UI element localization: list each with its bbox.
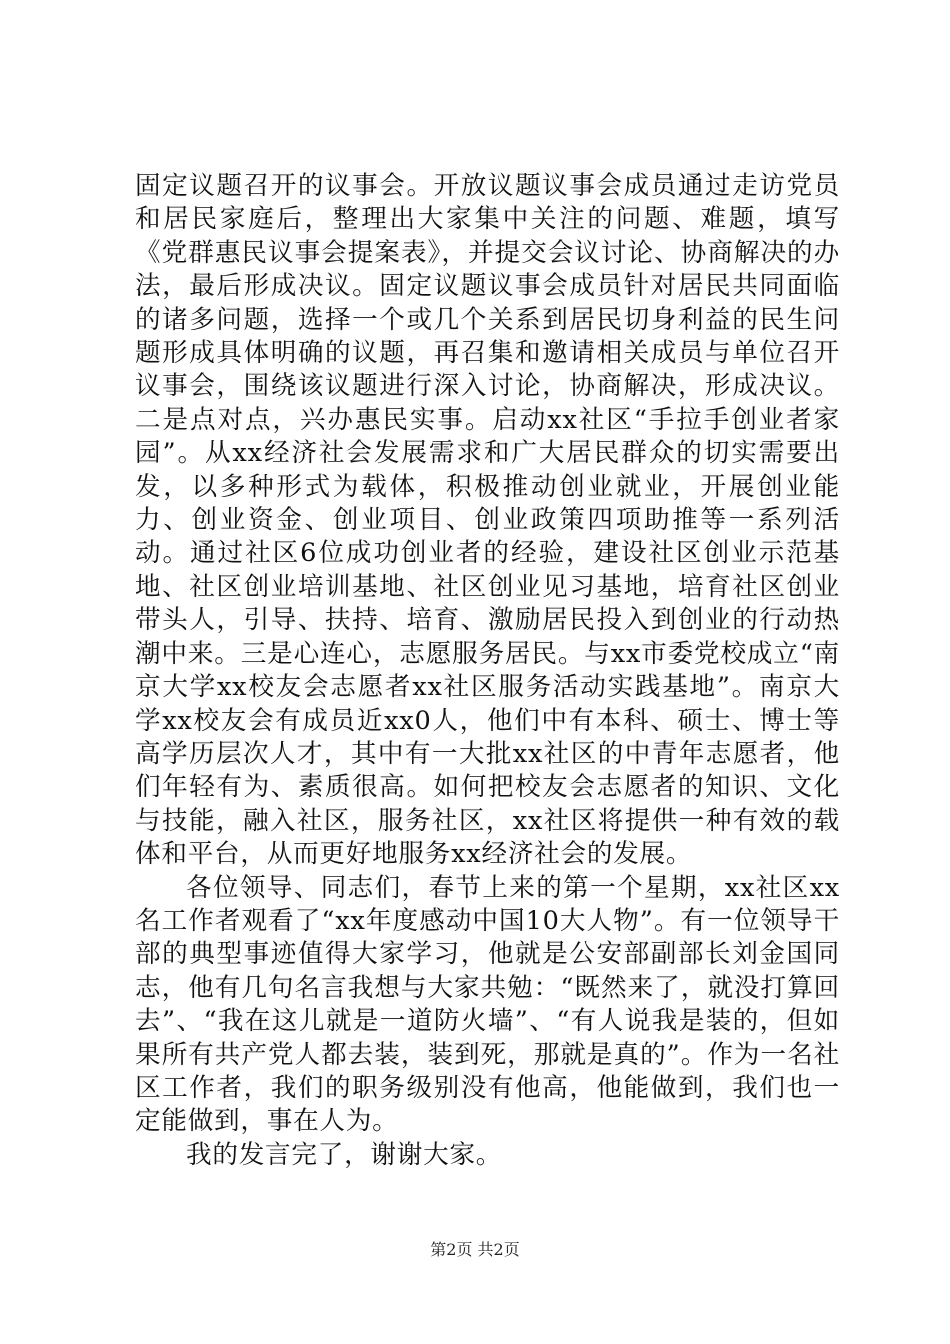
paragraph-continued: 固定议题召开的议事会。开放议题议事会成员通过走访党员和居民家庭后，整理出大家集中关注的问题、难题，填写《党群惠民议事会提案表》，并提交会议讨论、协商解决的办法，最后形成决议。固定议题议事会成员针对居民共同面临的诸多问题，选择一个或几个关系到居民切身利益的民生问题形成具体明确的议题，再召集和邀请相关成员与单位召开议事会，围绕该议题进行深入讨论，协商解决，形成决议。二是点对点，兴办惠民实事。启动xx社区“手拉手创业者家园”。从xx经济社会发展需求和广大居民群众的切实需要出发，以多种形式为载体，积极推动创业就业，开展创业能力、创业资金、创业项目、创业政策四项助推等一系列活动。通过社区6位成功创业者的经验，建设社区创业示范基地、社区创业培训基地、社区创业见习基地，培育社区创业带头人，引导、扶持、培育、激励居民投入到创业的行动热潮中来。三是心连心，志愿服务居民。与xx市委党校成立“南京大学xx校友会志愿者xx社区服务活动实践基地”。南京大学xx校友会有成员近xx0人，他们中有本科、硕士、博士等高学历层次人才，其中有一大批xx社区的中青年志愿者，他们年轻有为、素质很高。如何把校友会志愿者的知识、文化与技能，融入社区，服务社区，xx社区将提供一种有效的载体和平台，从而更好地服务xx经济社会的发展。	[135, 171, 840, 870]
paragraph-closing: 我的发言完了，谢谢大家。	[186, 1139, 503, 1170]
page-number-footer: 第2页 共2页	[430, 1240, 520, 1259]
paragraph-speech: 各位领导、同志们，春节上来的第一个星期，xx社区xx名工作者观看了“xx年度感动中国10大人物”。有一位领导干部的典型事迹值得大家学习，他就是公安部副部长刘金国同志，他有几句名言我想与大家共勉：“既然来了，就没打算回去”、“我在这儿就是一道防火墙”、“有人说我是装的，但如果所有共产党人都去装，装到死，那就是真的”。作为一名社区工作者，我们的职务级别没有他高，他能做到，我们也一定能做到，事在人为。	[135, 872, 840, 1137]
body-text	[135, 170, 840, 1172]
